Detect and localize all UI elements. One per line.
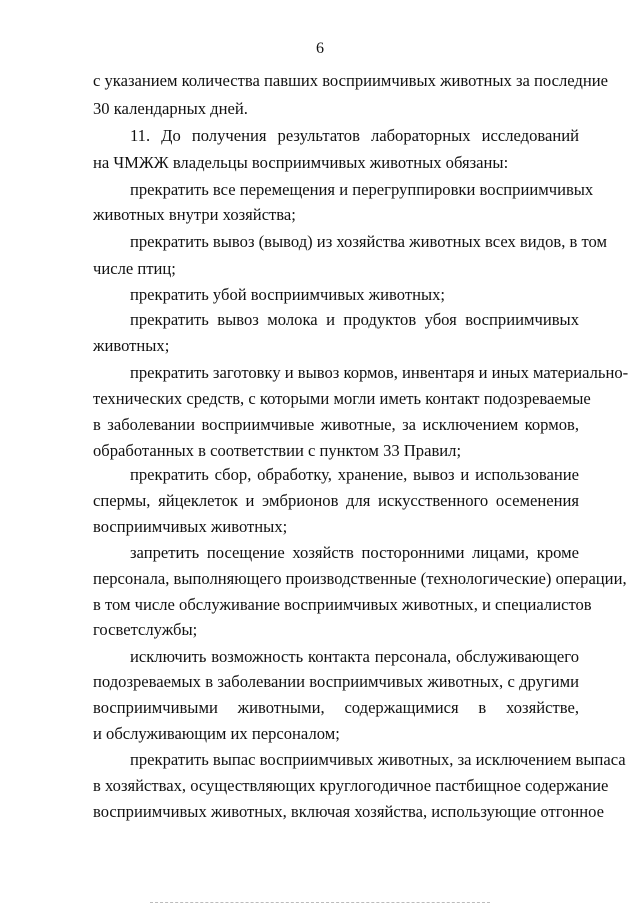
text-line: восприимчивых животных; [93, 517, 288, 536]
text-line: спермы, яйцеклеток и эмбрионов для искусственного осеменения [93, 491, 579, 510]
text-line: с указанием количества павших восприимчивых животных за последние [93, 71, 608, 90]
text-line: прекратить сбор, обработку, хранение, вывоз и использование [130, 465, 579, 484]
text-line: животных; [93, 336, 170, 355]
text-line: госветслужбы; [93, 620, 198, 639]
text-line: технических средств, с которыми могли иметь контакт подозреваемые [93, 389, 591, 408]
page-number: 6 [316, 40, 324, 57]
text-line: прекратить вывоз (вывод) из хозяйства животных всех видов, в том [130, 232, 608, 251]
text-line: прекратить вывоз молока и продуктов убоя восприимчивых [130, 310, 579, 329]
text-line: 30 календарных дней. [93, 99, 248, 118]
text-line: 11. До получения результатов лабораторных исследований [130, 126, 579, 145]
text-line: исключить возможность контакта персонала, обслуживающего [130, 647, 579, 666]
text-line: запретить посещение хозяйств посторонними лицами, кроме [130, 543, 579, 562]
text-line: восприимчивыми животными, содержащимися в хозяйстве, [93, 698, 579, 717]
text-line: животных внутри хозяйства; [93, 205, 296, 224]
text-line: и обслуживающим их персоналом; [93, 724, 340, 743]
text-line: числе птиц; [93, 259, 176, 278]
page-bottom-divider [150, 902, 490, 903]
text-line: подозреваемых в заболевании восприимчивых животных, с другими [93, 672, 579, 691]
text-line: на ЧМЖЖ владельцы восприимчивых животных обязаны: [93, 153, 509, 172]
text-line: в заболевании восприимчивые животные, за исключением кормов, [93, 415, 579, 434]
text-line: прекратить выпас восприимчивых животных, за исключением выпаса [130, 750, 626, 769]
text-line: персонала, выполняющего производственные (технологические) операции, [93, 569, 627, 588]
text-line: в том числе обслуживание восприимчивых животных, и специалистов [93, 595, 592, 614]
text-line: обработанных в соответствии с пунктом 33 Правил; [93, 441, 462, 460]
text-line: прекратить убой восприимчивых животных; [130, 285, 446, 304]
text-line: прекратить заготовку и вывоз кормов, инвентаря и иных материально- [130, 363, 629, 382]
text-line: восприимчивых животных, включая хозяйства, использующие отгонное [93, 802, 605, 821]
text-line: прекратить все перемещения и перегруппировки восприимчивых [130, 180, 594, 199]
text-line: в хозяйствах, осуществляющих круглогодичное пастбищное содержание [93, 776, 609, 795]
